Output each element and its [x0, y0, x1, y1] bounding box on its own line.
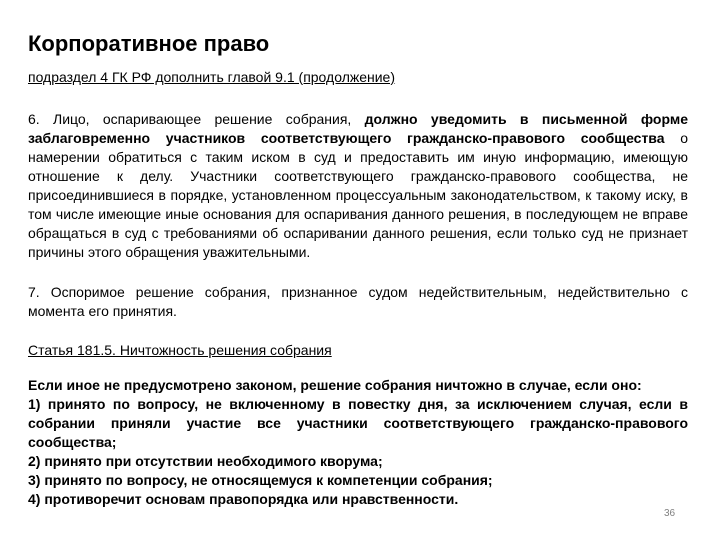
- slide-title: Корпоративное право: [28, 31, 270, 56]
- page-number: 36: [664, 508, 676, 519]
- paragraph-6-rest: о намерении обратиться с таким иском в суд и предоставить им иную информацию, имеющую отношение к делу. Участники соответствующего гражданско-правового сообщества, не присоединившиеся в порядке, установленном процессуальным законодательством, к такому иску, в том числе имеющие иные основания для оспаривания данного решения, в последующем не вправе обращаться в суд с требованиями об оспаривании данного решения, если только суд не признает причины этого обращения уважительными.: [28, 130, 688, 260]
- article-intro: Если иное не предусмотрено законом, решение собрания ничтожно в случае, если оно:: [28, 377, 642, 393]
- article-heading: Статья 181.5. Ничтожность решения собрания: [28, 342, 332, 358]
- article-item: 1) принято по вопросу, не включенному в повестку дня, за исключением случая, если в собрании приняли участие все участники соответствующего гражданско-правового сообщества;: [28, 396, 688, 450]
- article-item: 3) принято по вопросу, не относящемуся к компетенции собрания;: [28, 472, 493, 488]
- paragraph-6-lead: 6. Лицо, оспаривающее решение собрания,: [28, 111, 365, 127]
- paragraph-7: 7. Оспоримое решение собрания, признанное судом недействительным, недействительно с момента его принятия.: [28, 284, 688, 319]
- slide-subtitle: подраздел 4 ГК РФ дополнить главой 9.1 (продолжение): [28, 69, 396, 85]
- article-body: [28, 376, 688, 509]
- article-item: 2) принято при отсутствии необходимого кворума;: [28, 453, 383, 469]
- paragraph-6: [28, 110, 688, 262]
- article-item: 4) противоречит основам правопорядка или нравственности.: [28, 491, 459, 507]
- paragraph-6-emphasis: должно уведомить в письменной форме заблаговременно участников соответствующего гражданско-правового сообщества: [28, 111, 688, 146]
